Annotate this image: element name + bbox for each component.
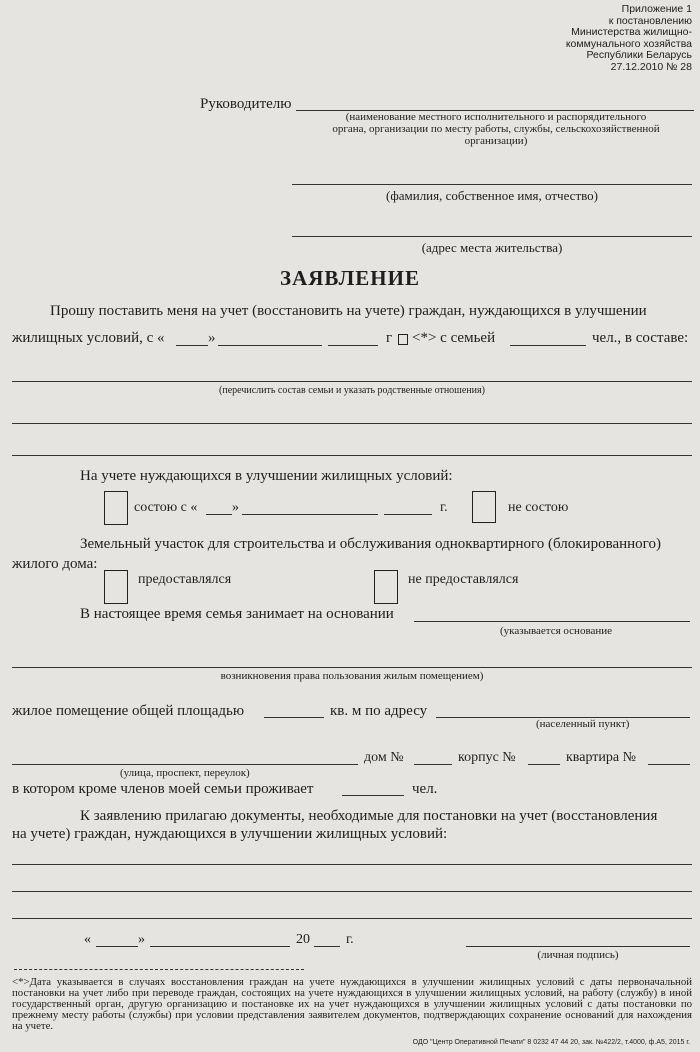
flat-label: квартира № <box>566 750 636 765</box>
family-composition-line-2[interactable] <box>12 423 692 424</box>
family-composition-line-3[interactable] <box>12 455 692 456</box>
family-composition-line-1[interactable] <box>12 381 692 382</box>
building-label: корпус № <box>458 750 516 765</box>
name-caption: (фамилия, собственное имя, отчество) <box>385 188 599 203</box>
request-date-checkbox[interactable] <box>398 334 408 345</box>
sign-year-prefix: 20 <box>296 932 310 947</box>
request-year-label: г <box>386 330 393 346</box>
land-line-2: жилого дома: <box>12 556 98 572</box>
org-caption-line-3: организации) <box>464 135 528 147</box>
footnote-separator <box>14 969 304 970</box>
annex-line-3: Министерства жилищно- <box>571 26 692 38</box>
request-line-1: Прошу поставить меня на учет (восстановить на учете) граждан, нуждающихся в улучшении <box>50 303 647 319</box>
not-registered-label: не состою <box>508 500 569 515</box>
document-title: ЗАЯВЛЕНИЕ <box>280 266 420 290</box>
request-family-label: <*> с семьей <box>412 330 496 346</box>
request-year-field[interactable] <box>328 345 378 346</box>
printer-imprint: ОДО "Центр Оперативной Печати" 8 0232 47 44 20, зак. №422/2, т.4000, ф.А5, 2015 г. <box>412 1039 690 1046</box>
registered-year-label: г. <box>440 500 448 515</box>
not-registered-checkbox[interactable] <box>472 491 496 523</box>
registered-month-field[interactable] <box>242 514 378 515</box>
area-field[interactable] <box>264 717 324 718</box>
sign-month-field[interactable] <box>150 946 290 947</box>
land-not-given-label: не предоставлялся <box>408 572 519 587</box>
request-line-2-prefix: жилищных условий, с « <box>12 330 165 346</box>
request-quote-close: » <box>208 330 216 346</box>
family-caption: (перечислить состав семьи и указать родственные отношения) <box>219 385 485 396</box>
applicant-name-field[interactable] <box>292 184 692 185</box>
signature-caption: (личная подпись) <box>537 949 619 961</box>
sign-year-field[interactable] <box>314 946 340 947</box>
basis-caption-1: (указывается основание <box>500 625 613 637</box>
addressee-label: Руководителю <box>200 96 292 112</box>
sign-day-field[interactable] <box>96 946 138 947</box>
locality-caption: (населенный пункт) <box>536 718 630 730</box>
footnote: <*>Дата указывается в случаях восстановления граждан на учете нуждающихся в улучшении жилищных условий с даты первоначальной постановки на учет либо при переводе граждан, состоящих на учете нуждающихся в улучшении жилищных условий, на работу (службу) в иной государственный орган, другую организацию и постановке их на учет нуждающихся в улучшении жилищных условий с даты постановки по прежнему месту работы (службы) при условии представления заявителем документов, подтверждающих сохранение оснований для нахождения на учете. <box>12 976 692 1032</box>
basis-caption-2: возникновения права пользования жилым помещением) <box>220 670 484 682</box>
flat-field[interactable] <box>648 764 690 765</box>
land-not-given-checkbox[interactable] <box>374 570 398 604</box>
documents-line-2: на учете) граждан, нуждающихся в улучшении жилищных условий: <box>12 826 448 842</box>
sign-quote-close: » <box>138 932 145 947</box>
documents-line-b[interactable] <box>12 891 692 892</box>
annex-reference <box>566 4 692 73</box>
annex-line-4: коммунального хозяйства <box>565 37 692 50</box>
org-caption <box>300 111 692 147</box>
registered-year-field[interactable] <box>384 514 432 515</box>
street-field[interactable] <box>12 764 358 765</box>
residents-label: в котором кроме членов моей семьи проживает <box>12 781 314 797</box>
area-prefix-label: жилое помещение общей площадью <box>12 703 245 719</box>
occupy-basis-field[interactable] <box>414 621 690 622</box>
annex-line-2: к постановлению <box>608 14 692 27</box>
house-label: дом № <box>364 750 404 765</box>
registered-checkbox[interactable] <box>104 491 128 525</box>
request-month-field[interactable] <box>218 345 322 346</box>
request-composition-label: чел., в составе: <box>592 330 689 346</box>
annex-line-5: Республики Беларусь <box>586 49 692 61</box>
occupy-label: В настоящее время семья занимает на основании <box>80 606 394 622</box>
documents-line-c[interactable] <box>12 918 692 919</box>
address-caption: (адрес места жительства) <box>421 240 563 255</box>
request-day-field[interactable] <box>176 345 208 346</box>
occupy-basis-field-2[interactable] <box>12 667 692 668</box>
documents-line-1: К заявлению прилагаю документы, необходимые для постановки на учет (восстановления <box>80 808 658 824</box>
registered-day-field[interactable] <box>206 514 232 515</box>
residents-unit: чел. <box>412 781 438 797</box>
land-given-checkbox[interactable] <box>104 570 128 604</box>
annex-line-6: 27.12.2010 № 28 <box>610 60 692 73</box>
house-field[interactable] <box>414 764 452 765</box>
registered-quote-close: » <box>232 500 239 515</box>
signature-field[interactable] <box>466 946 690 947</box>
documents-line-a[interactable] <box>12 864 692 865</box>
annex-line-1: Приложение 1 <box>621 3 692 15</box>
org-caption-line-1: (наименование местного исполнительного и распорядительного <box>345 111 647 123</box>
land-given-label: предоставлялся <box>138 572 232 587</box>
building-field[interactable] <box>528 764 560 765</box>
street-caption: (улица, проспект, переулок) <box>120 767 250 779</box>
area-unit-label: кв. м по адресу <box>330 703 428 719</box>
land-line-1: Земельный участок для строительства и обслуживания одноквартирного (блокированного) <box>80 536 661 552</box>
registered-since-label: состою с « <box>134 500 198 515</box>
residents-field[interactable] <box>342 795 404 796</box>
registration-heading: На учете нуждающихся в улучшении жилищных условий: <box>80 468 453 484</box>
sign-year-suffix: г. <box>346 932 354 947</box>
family-size-field[interactable] <box>510 345 586 346</box>
sign-quote-open: « <box>84 932 91 947</box>
applicant-address-field[interactable] <box>292 236 692 237</box>
org-caption-line-2: органа, организации по месту работы, службы, сельскохозяйственной <box>332 123 660 135</box>
